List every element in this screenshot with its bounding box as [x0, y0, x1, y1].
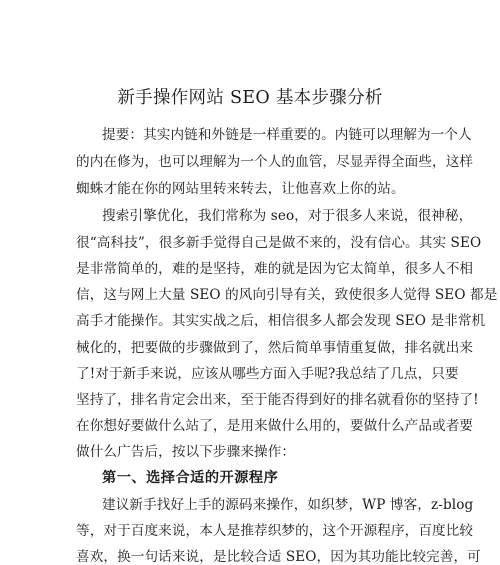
paragraph-2-line-2: 很“高科技”，很多新手觉得自己是做不来的，没有信心。其实 SEO: [76, 235, 482, 251]
paragraph-2-line-9: 在你想好要做什么站了，是用来做什么用的，要做什么产品或者要: [76, 418, 474, 434]
section-heading: 第一、选择合适的开源程序: [102, 470, 279, 486]
paragraph-2-line-7: 了!对于新手来说，应该从哪些方面入手呢?我总结了几点，只要: [76, 366, 459, 382]
paragraph-1-line-2: 的内在修为，也可以理解为一个人的血管，尽显弄得全面些，这样: [76, 154, 474, 170]
paragraph-2-line-8: 坚持了，排名肯定会出来，至于能否得到好的排名就看你的坚持了!: [76, 392, 479, 408]
paragraph-2-line-10: 做什么广告后，按以下步骤来操作：: [76, 444, 296, 460]
paragraph-2-line-3: 是非常简单的，难的是坚持，难的就是因为它太简单，很多人不相: [76, 261, 474, 277]
paragraph-1-line-1: 提要：其实内链和外链是一样重要的。内链可以理解为一个人: [102, 127, 472, 143]
section-paragraph-line-2: 等，对于百度来说，本人是推荐织梦的，这个开源程序，百度比较: [76, 523, 474, 539]
paragraph-2-line-6: 械化的，把要做的步骤做到了，然后简单事情重复做，排名就出来: [76, 340, 474, 356]
paragraph-1-line-3: 蜘蛛才能在你的网站里转来转去，让他喜欢上你的站。: [76, 181, 405, 197]
page-title: 新手操作网站 SEO 基本步骤分析: [117, 88, 383, 108]
paragraph-2-line-5: 高手才能操作。其实实战之后，相信很多人都会发现 SEO 是非常机: [76, 313, 486, 329]
paragraph-2-line-4: 信，这与网上大量 SEO 的风向引导有关，致使很多人觉得 SEO 都是: [76, 287, 498, 303]
section-paragraph-line-1: 建议新手找好上手的源码来操作，如织梦，WP 博客，z-blog: [102, 497, 474, 513]
section-paragraph-line-3: 喜欢，换一句话来说，是比较合适 SEO，因为其功能比较完善，可: [76, 549, 481, 565]
paragraph-2-line-1: 搜索引擎优化，我们常称为 seo，对于很多人来说，很神秘，: [102, 208, 473, 224]
